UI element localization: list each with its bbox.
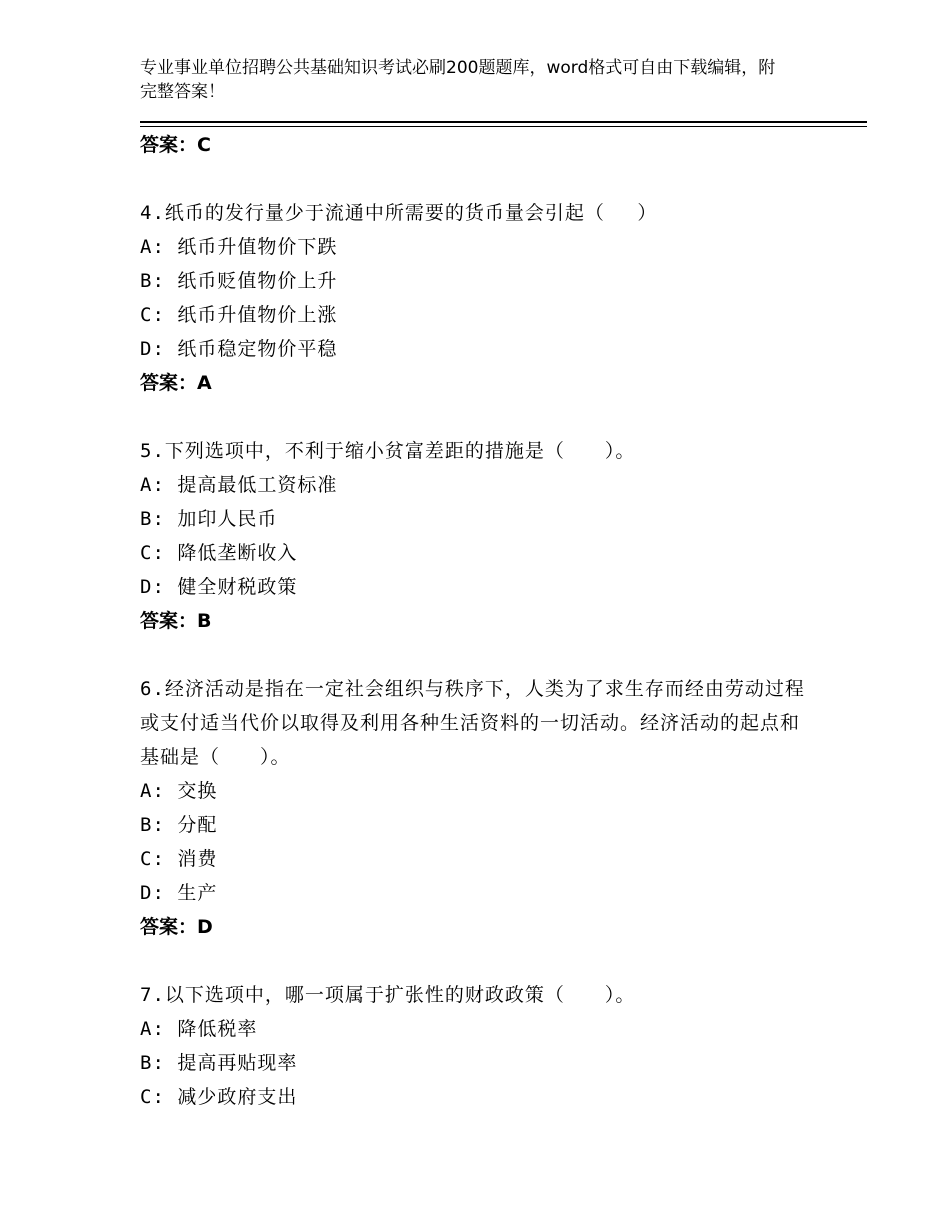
option-c: C: 纸币升值物价上涨 xyxy=(140,304,338,326)
question-block xyxy=(140,196,810,400)
answer-label: 答案：D xyxy=(140,916,213,938)
document-header: 专业事业单位招聘公共基础知识考试必刷200题题库，word格式可自由下载编辑，附完整答案！ xyxy=(140,58,776,102)
answer-label: 答案：C xyxy=(140,134,211,156)
option-a: A: 提高最低工资标准 xyxy=(140,474,338,496)
option-d: D: 生产 xyxy=(140,882,218,904)
question-text: 4.纸币的发行量少于流通中所需要的货币量会引起（ ） xyxy=(140,202,658,224)
option-c: C: 消费 xyxy=(140,848,218,870)
header-rule-thin xyxy=(140,126,867,127)
option-a: A: 交换 xyxy=(140,780,218,802)
question-text: 5.下列选项中，不利于缩小贫富差距的措施是（ ）。 xyxy=(140,440,636,462)
option-b: B: 加印人民币 xyxy=(140,508,278,530)
option-a: A: 纸币升值物价下跌 xyxy=(140,236,338,258)
option-d: D: 纸币稳定物价平稳 xyxy=(140,338,338,360)
option-b: B: 纸币贬值物价上升 xyxy=(140,270,338,292)
question-block xyxy=(140,672,810,944)
answer-label: 答案：A xyxy=(140,372,212,394)
option-b: B: 分配 xyxy=(140,814,218,836)
question-text: 6.经济活动是指在一定社会组织与秩序下，人类为了求生存而经由劳动过程或支付适当代价以取得及利用各种生活资料的一切活动。经济活动的起点和基础是（ ）。 xyxy=(140,678,805,768)
option-c: C: 减少政府支出 xyxy=(140,1086,298,1108)
option-c: C: 降低垄断收入 xyxy=(140,542,298,564)
option-b: B: 提高再贴现率 xyxy=(140,1052,298,1074)
question-block xyxy=(140,434,810,638)
document-body xyxy=(140,128,810,1114)
question-block xyxy=(140,978,810,1114)
option-d: D: 健全财税政策 xyxy=(140,576,298,598)
option-a: A: 降低税率 xyxy=(140,1018,258,1040)
header-rule-thick xyxy=(140,121,867,123)
question-text: 7.以下选项中，哪一项属于扩张性的财政政策（ ）。 xyxy=(140,984,636,1006)
answer-label: 答案：B xyxy=(140,610,212,632)
